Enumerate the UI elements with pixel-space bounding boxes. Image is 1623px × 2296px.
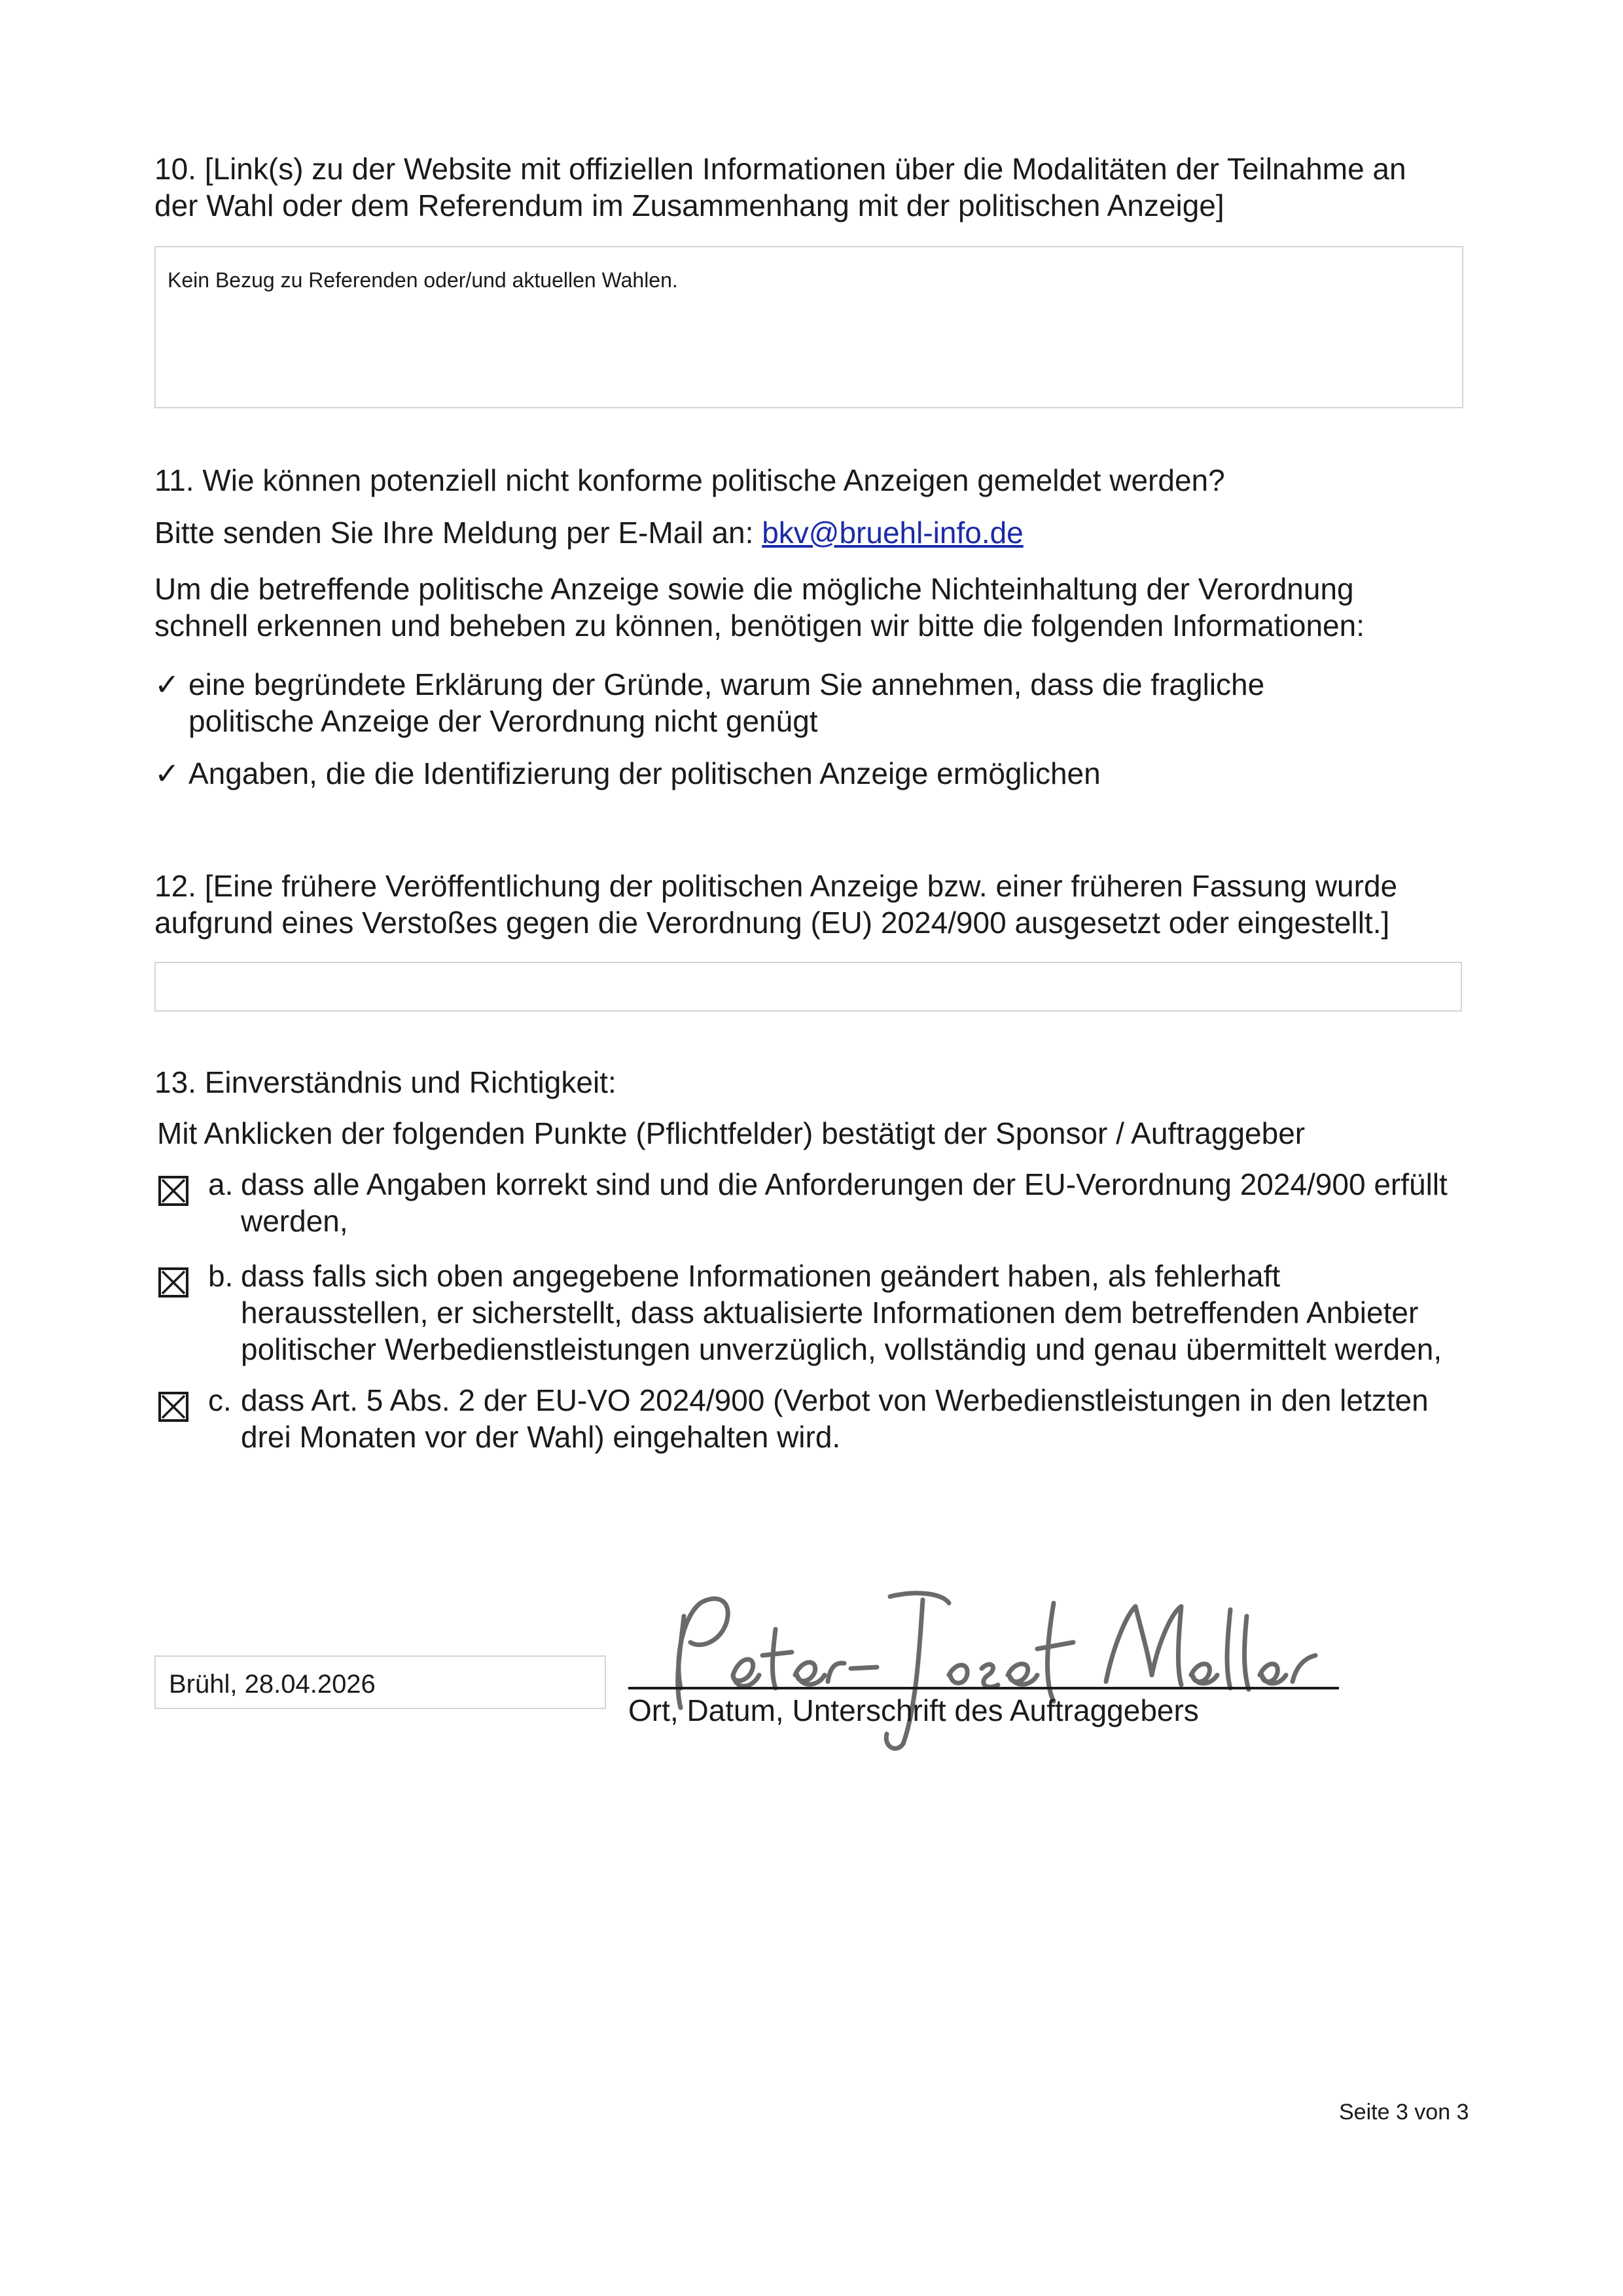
section-10-heading-line2: der Wahl oder dem Referendum im Zusammenhang mit der politischen Anzeige] [154, 188, 1224, 222]
section-13-intro: Mit Anklicken der folgenden Punkte (Pflichtfelder) bestätigt der Sponsor / Auftraggeber [157, 1116, 1306, 1150]
checkmark-icon: ✓ [154, 756, 180, 790]
page-number: Seite 3 von 3 [1339, 2100, 1469, 2125]
website-links-field[interactable] [154, 246, 1463, 408]
suspension-info-field[interactable] [154, 962, 1462, 1012]
section-12-heading-line1: 12. [Eine frühere Veröffentlichung der politischen Anzeige bzw. einer früheren Fassung wurde [154, 869, 1398, 903]
consent-item-text: dass alle Angaben korrekt sind und die Anforderungen der EU-Verordnung 2024/900 erfüllt [241, 1167, 1448, 1201]
consent-item-text-continuation: drei Monaten vor der Wahl) eingehalten wird. [241, 1420, 841, 1454]
check-list-item [154, 666, 1264, 703]
section-11-intro-line2: schnell erkennen und beheben zu können, benötigen wir bitte die folgenden Informationen: [154, 609, 1365, 643]
section-11-intro-line1: Um die betreffende politische Anzeige sowie die mögliche Nichteinhaltung der Verordnung [154, 572, 1354, 606]
consent-item-letter: b. [208, 1259, 234, 1293]
signature-line [628, 1687, 1339, 1689]
signature-caption: Ort, Datum, Unterschrift des Auftraggebers [628, 1693, 1199, 1727]
consent-item-text-continuation: politischer Werbedienstleistungen unverzüglich, vollständig und genau übermittelt werden, [241, 1332, 1442, 1366]
checkbox-cross-icon [161, 1394, 186, 1419]
check-list-item-text: eine begründete Erklärung der Gründe, warum Sie annehmen, dass die fragliche [188, 667, 1265, 701]
consent-checkbox-c[interactable] [158, 1392, 188, 1422]
website-links-field-value: Kein Bezug zu Referenden oder/und aktuellen Wahlen. [168, 268, 678, 292]
place-date-value: Brühl, 28.04.2026 [169, 1670, 376, 1699]
section-11-heading: 11. Wie können potenziell nicht konforme politische Anzeigen gemeldet werden? [154, 463, 1225, 497]
report-email-link[interactable]: bkv@bruehl-info.de [762, 516, 1024, 550]
consent-checkbox-b[interactable] [158, 1267, 188, 1298]
section-13-heading: 13. Einverständnis und Richtigkeit: [154, 1065, 616, 1099]
section-12-heading-line2: aufgrund eines Verstoßes gegen die Verordnung (EU) 2024/900 ausgesetzt oder eingestellt.] [154, 906, 1390, 940]
consent-checkbox-a[interactable] [158, 1176, 188, 1206]
checkbox-cross-icon [161, 1270, 186, 1295]
consent-item-letter: c. [208, 1383, 232, 1417]
place-date-field[interactable] [154, 1655, 606, 1709]
consent-item-text: dass Art. 5 Abs. 2 der EU-VO 2024/900 (Verbot von Werbedienstleistungen in den letzten [241, 1383, 1429, 1417]
check-list-item [154, 755, 1101, 792]
consent-item-text: dass falls sich oben angegebene Informationen geändert haben, als fehlerhaft [241, 1259, 1281, 1293]
consent-item-text-continuation: werden, [241, 1204, 348, 1238]
consent-item-letter: a. [208, 1167, 234, 1201]
report-email-prefix: Bitte senden Sie Ihre Meldung per E-Mail an: [154, 516, 754, 550]
checkbox-cross-icon [161, 1178, 186, 1203]
check-list-item-continuation: politische Anzeige der Verordnung nicht genügt [188, 704, 818, 738]
section-10-heading-line1: 10. [Link(s) zu der Website mit offiziellen Informationen über die Modalitäten der Teilnahme an [154, 152, 1406, 186]
check-list-item-text: Angaben, die die Identifizierung der politischen Anzeige ermöglichen [188, 756, 1101, 790]
report-email-line [154, 514, 1024, 551]
consent-item-text-continuation: herausstellen, er sicherstellt, dass aktualisierte Informationen dem betreffenden Anbieter [241, 1296, 1419, 1330]
checkmark-icon: ✓ [154, 667, 180, 701]
